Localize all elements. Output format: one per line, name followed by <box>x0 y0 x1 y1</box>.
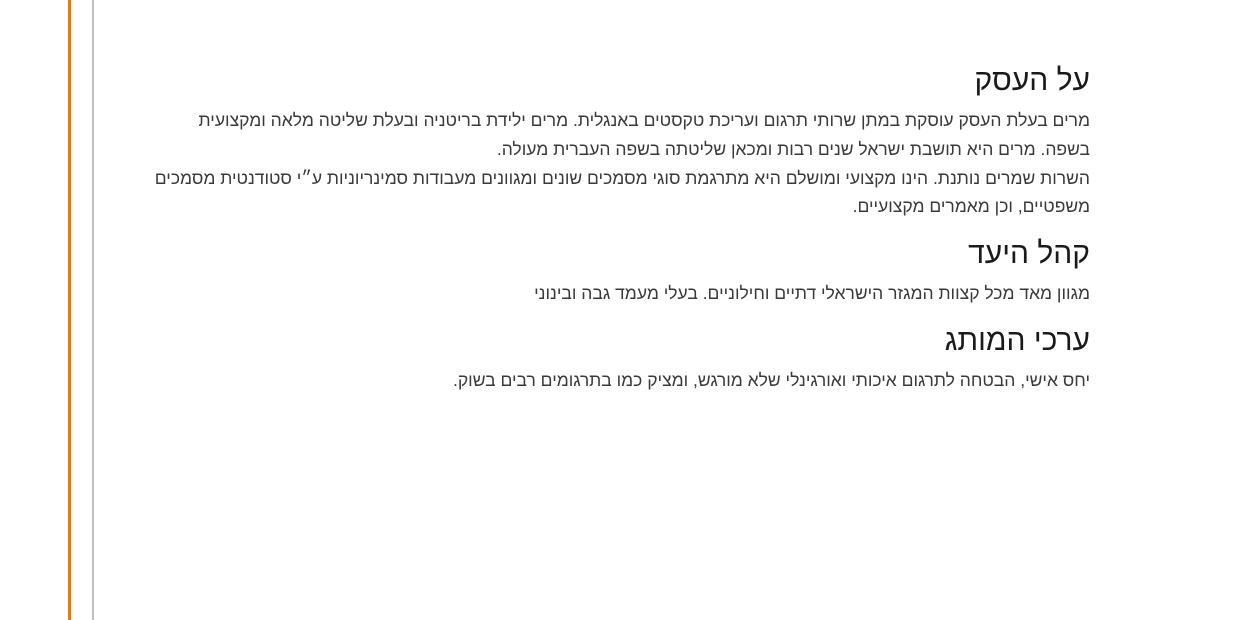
section-paragraph: השרות שמרים נותנת. הינו מקצועי ומושלם היא מתרגמת סוגי מסמכים שונים ומגוונים מעבודות סמינריוניות ע״י סטודנטית מסמכים משפטיים, וכן מאמרים מקצועיים. <box>154 168 1090 217</box>
slide-content <box>150 62 1090 398</box>
section-heading: על העסק <box>974 64 1090 97</box>
section-paragraph: מרים בעלת העסק עוסקת במתן שרותי תרגום ועריכת טקסטים באנגלית. מרים ילידת בריטניה ובעלת שליטה מלאה ומקצועית בשפה. מרים היא תושבת ישראל שנים רבות ומכאן שליטתה בשפה העברית מעולה. <box>198 110 1090 159</box>
section-paragraph: יחס אישי, הבטחה לתרגום איכותי ואורגינלי שלא מורגש, ומציק כמו בתרגומים רבים בשוק. <box>452 369 1090 390</box>
section-target-audience <box>150 235 1090 308</box>
section-about-business <box>150 62 1090 221</box>
accent-rule-orange <box>68 0 71 620</box>
accent-rule-gray <box>92 0 94 620</box>
section-heading: ערכי המותג <box>944 323 1090 357</box>
section-brand-values <box>150 322 1090 395</box>
section-paragraph: מגוון מאד מכל קצוות המגזר הישראלי דתיים וחילוניים. בעלי מעמד גבה ובינוני <box>534 283 1090 304</box>
section-heading: קהל היעד <box>968 236 1090 270</box>
